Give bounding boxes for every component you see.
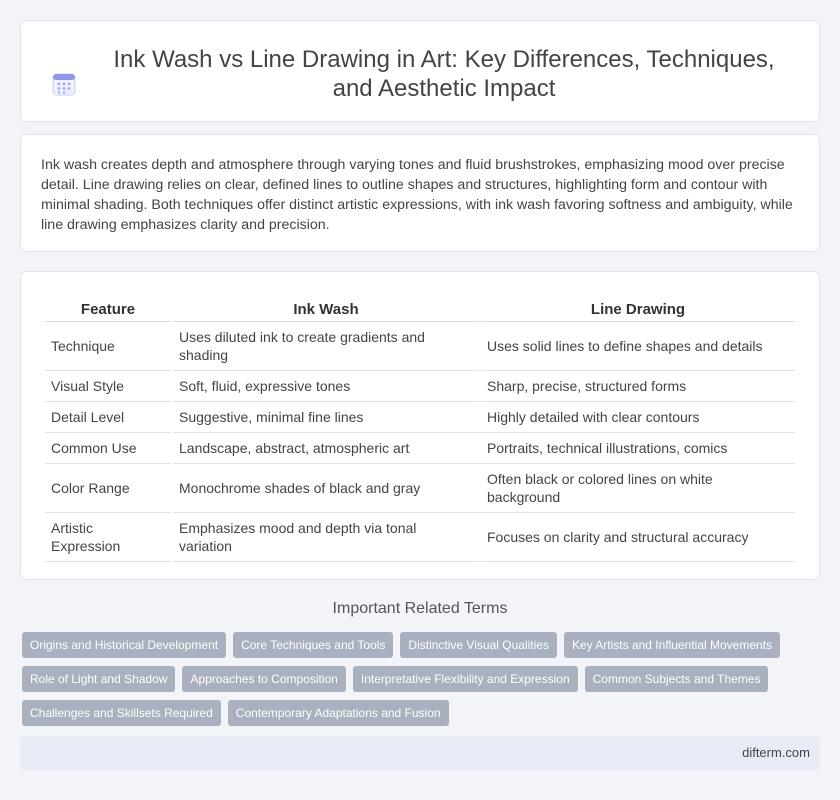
comparison-table (43, 296, 797, 562)
table-row (45, 371, 795, 402)
related-term-tag[interactable]: Challenges and Skillsets Required (22, 700, 221, 726)
row-line-drawing: Portraits, technical illustrations, comics (481, 433, 795, 464)
row-line-drawing: Highly detailed with clear contours (481, 402, 795, 433)
header-card (20, 20, 820, 122)
row-feature: Visual Style (45, 371, 171, 402)
row-ink-wash: Uses diluted ink to create gradients and shading (173, 322, 479, 371)
calendar-icon (51, 71, 77, 97)
related-terms-title: Important Related Terms (332, 600, 508, 617)
related-terms-list (22, 632, 802, 726)
related-term-tag[interactable]: Contemporary Adaptations and Fusion (228, 700, 449, 726)
intro-card (20, 134, 820, 252)
related-term-tag[interactable]: Common Subjects and Themes (585, 666, 769, 692)
row-ink-wash: Suggestive, minimal fine lines (173, 402, 479, 433)
table-row (45, 433, 795, 464)
row-ink-wash: Landscape, abstract, atmospheric art (173, 433, 479, 464)
table-header-row (45, 296, 795, 322)
row-ink-wash: Monochrome shades of black and gray (173, 464, 479, 513)
row-feature: Detail Level (45, 402, 171, 433)
footer (20, 736, 820, 770)
header-feature: Feature (45, 296, 171, 322)
page-title: Ink Wash vs Line Drawing in Art: Key Differences, Techniques, and Aesthetic Impact (113, 46, 775, 102)
row-ink-wash: Emphasizes mood and depth via tonal variation (173, 513, 479, 562)
related-term-tag[interactable]: Key Artists and Influential Movements (564, 632, 780, 658)
row-line-drawing: Often black or colored lines on white background (481, 464, 795, 513)
row-line-drawing: Sharp, precise, structured forms (481, 371, 795, 402)
related-term-tag[interactable]: Core Techniques and Tools (233, 632, 393, 658)
intro-text: Ink wash creates depth and atmosphere through varying tones and fluid brushstrokes, emphasizing mood over precise detail. Line drawing relies on clear, defined lines to outline shapes and structures, highlighting form and contour with minimal shading. Both techniques offer distinct artistic expressions, with ink wash favoring softness and ambiguity, while line drawing emphasizes clarity and precision. (41, 157, 793, 233)
table-row (45, 402, 795, 433)
row-feature: Artistic Expression (45, 513, 171, 562)
related-term-tag[interactable]: Origins and Historical Development (22, 632, 226, 658)
related-term-tag[interactable]: Interpretative Flexibility and Expression (353, 666, 578, 692)
header-line-drawing: Line Drawing (481, 296, 795, 322)
row-ink-wash: Soft, fluid, expressive tones (173, 371, 479, 402)
comparison-card (20, 271, 820, 580)
related-term-tag[interactable]: Role of Light and Shadow (22, 666, 175, 692)
row-line-drawing: Focuses on clarity and structural accuracy (481, 513, 795, 562)
row-feature: Technique (45, 322, 171, 371)
row-feature: Color Range (45, 464, 171, 513)
row-line-drawing: Uses solid lines to define shapes and details (481, 322, 795, 371)
footer-site[interactable]: difterm.com (742, 745, 810, 760)
table-row (45, 513, 795, 562)
header-ink-wash: Ink Wash (173, 296, 479, 322)
table-row (45, 464, 795, 513)
row-feature: Common Use (45, 433, 171, 464)
related-term-tag[interactable]: Distinctive Visual Qualities (400, 632, 557, 658)
table-row (45, 322, 795, 371)
related-term-tag[interactable]: Approaches to Composition (182, 666, 345, 692)
